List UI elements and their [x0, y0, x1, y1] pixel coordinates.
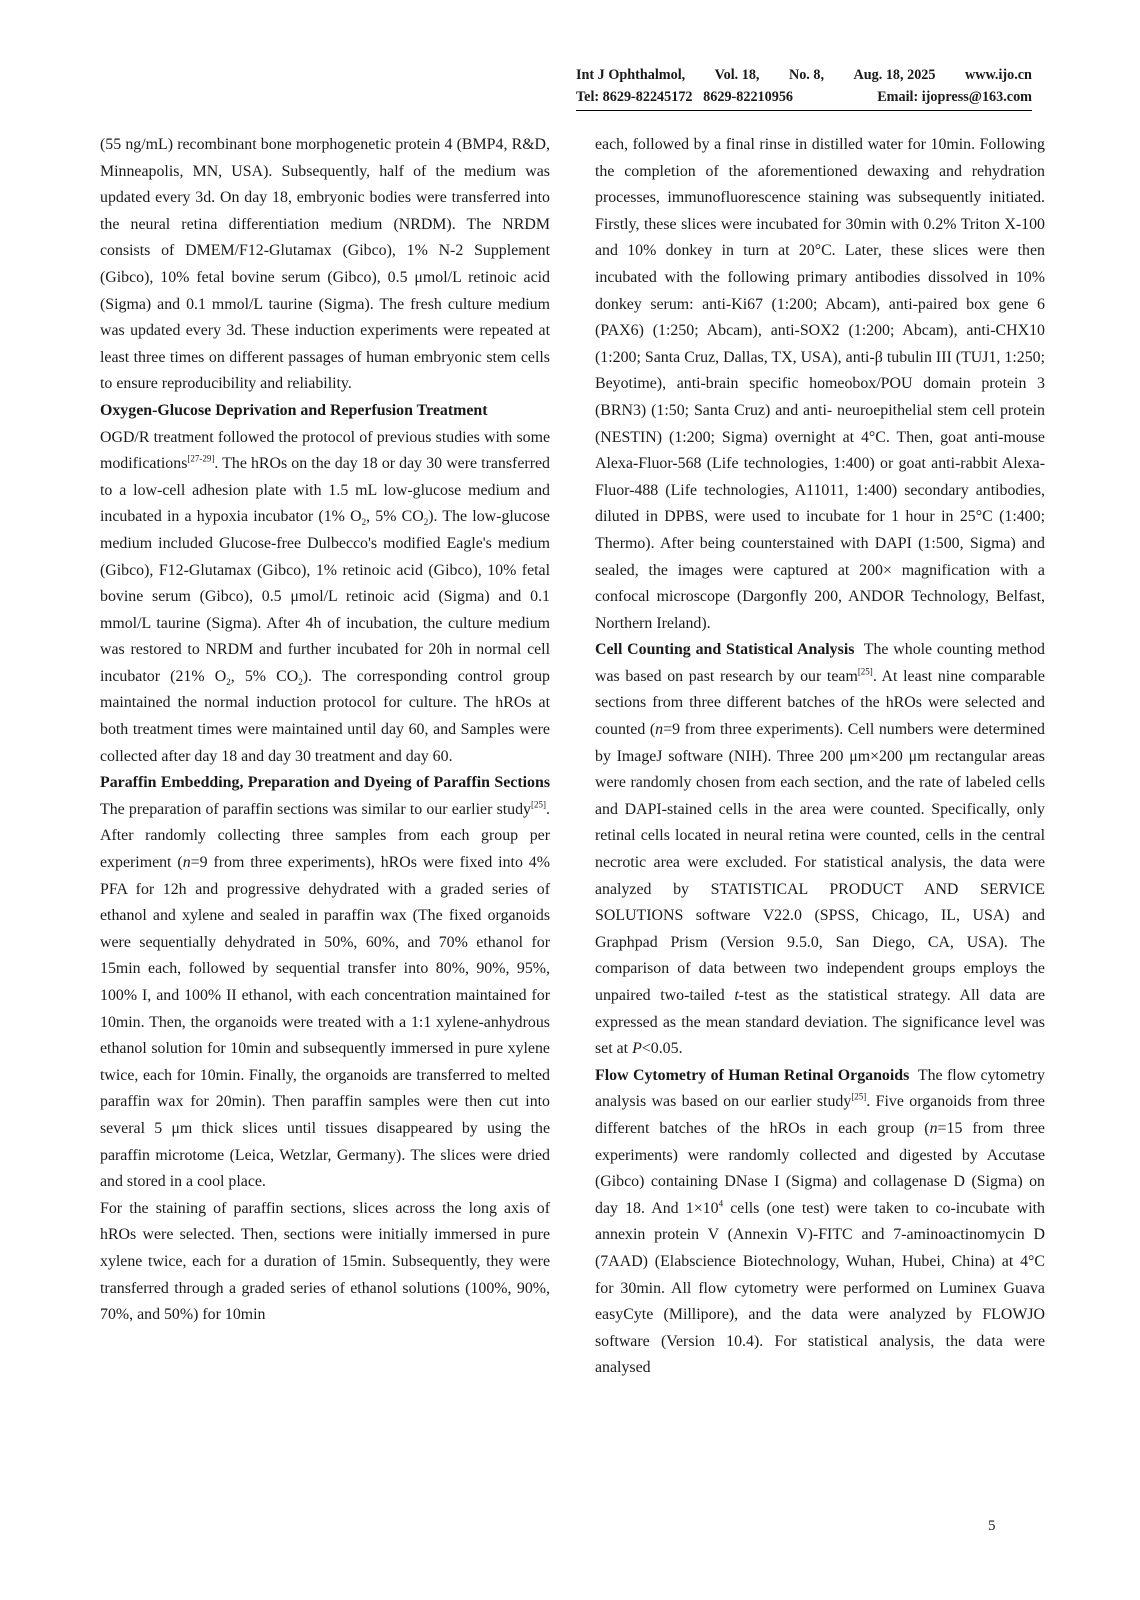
- paragraph-text: The preparation of paraffin sections was similar to our earlier study: [100, 774, 558, 818]
- paragraph-text: -test as the statistical strategy. All data are expressed as the mean standard deviation. The significance level was set at: [595, 987, 1045, 1058]
- paragraph-text: . After randomly collecting three samples from each group per experiment (: [100, 800, 550, 872]
- journal-header-line-1: [576, 64, 1032, 86]
- subscript: 2: [423, 517, 429, 528]
- paragraph-text: . Five organoids from three different batches of the hROs in each group (: [595, 1093, 1045, 1137]
- section-flow-cytometry: [595, 1063, 1049, 1382]
- journal-tel: Tel: 8629-82245172 8629-82210956: [576, 89, 794, 105]
- journal-website: www.ijo.cn: [964, 67, 1032, 83]
- paragraph-text: OGD/R treatment followed the protocol of previous studies with some modifications: [100, 428, 550, 473]
- left-column: [100, 132, 558, 1382]
- paragraph-text: =15 from three experiments) were randomly collected and digested by Accutase (Gibco) containing DNase I (Sigma) and collagenase D (Sigma) on day 18. And 1×10: [595, 1119, 1045, 1217]
- citation: [25]: [857, 666, 873, 677]
- paragraph-text: cells (one test) were taken to co-incubate with annexin protein V (Annexin V)-FITC and 7-aminoactinomycin D (7AAD) (Elabscience Biotechnology, Wuhan, Hubei, China) at 4°C for 30min. All flow cytometry were performed on Luminex Guava easyCyte (Millipore), and the data were analyzed by FLOWJO software (Version 10.4). For statistical analysis, the data were analysed: [595, 1199, 1046, 1377]
- body-columns: [100, 132, 1049, 1382]
- paragraph: (55 ng/mL) recombinant bone morphogenetic protein 4 (BMP4, R&D, Minneapolis, MN, USA). Subsequently, half of the medium was updated every 3d. On day 18, embryonic bodies were transferred into the neural retina differentiation medium (NRDM). The NRDM consists of DMEM/F12-Glutamax (Gibco), 1% N-2 Supplement (Gibco), 10% fetal bovine serum (Gibco), 0.5 μmol/L retinoic acid (Sigma) and 0.1 mmol/L taurine (Sigma). The fresh culture medium was updated every 3d. These induction experiments were repeated at least three times on different passages of human embryonic stem cells to ensure reproducibility and reliability.: [100, 136, 550, 393]
- paragraph: For the staining of paraffin sections, slices across the long axis of hROs were selected. Then, sections were initially immersed in pure xylene twice, each for a duration of 15min. Subsequently, they were transferred through a graded series of ethanol solutions (100%, 90%, 70%, and 50%) for 10min: [100, 1199, 550, 1324]
- journal-header-line-2: [576, 86, 1032, 108]
- citation: [25]: [851, 1092, 867, 1103]
- section-heading: Paraffin Embedding, Preparation and Dyeing of Paraffin Sections: [100, 774, 550, 792]
- paragraph-text: , 5% CO: [366, 508, 424, 526]
- journal-header: [576, 64, 1032, 111]
- paragraph-text: . The hROs on the day 18 or day 30 were transferred to a low-cell adhesion plate with 1.5 mL low-glucose medium and incubated in a hypoxia incubator (1% O: [100, 455, 550, 526]
- citation: [25]: [531, 799, 547, 810]
- italic-variable: t: [734, 987, 739, 1004]
- right-column: [595, 132, 1049, 1382]
- paragraph-text: <0.05.: [641, 1040, 683, 1058]
- italic-variable: P: [632, 1040, 642, 1058]
- italic-variable: n: [182, 854, 191, 872]
- paragraph-text: ). The corresponding control group maintained the normal induction protocol for culture. The hROs at both treatment times were maintained until day 60, and Samples were collected after day 18 and day 30 treatment and day 60.: [100, 667, 550, 765]
- paragraph-text: =9 from three experiments), hROs were fixed into 4% PFA for 12h and progressive dehydrated with a graded series of ethanol and xylene and sealed in paraffin wax (The fixed organoids were sequentially dehydrated in 50%, 60%, and 70% ethanol for 15min each, followed by sequential transfer into 80%, 90%, 95%, 100% I, and 100% II ethanol, with each concentration maintained for 10min. Then, the organoids were treated with a 1:1 xylene-anhydrous ethanol solution for 10min and subsequently immersed in pure xylene twice, each for 10min. Finally, the organoids are transferred to melted paraffin wax for 20min). Then paraffin samples were then cut into several 5 μm thick slices until tissues disappeared by using the paraffin microtome (Leica, Wetzlar, Germany). The slices were dried and stored in a cool place.: [100, 854, 550, 1191]
- italic-variable: n: [655, 721, 664, 739]
- subscript: 2: [226, 677, 231, 688]
- journal-name: Int J Ophthalmol,: [576, 67, 686, 83]
- subscript: 2: [361, 517, 367, 528]
- paragraph-text: =9 from three experiments). Cell numbers were determined by ImageJ software (NIH). Three 200 μm×200 μm rectangular areas were randomly chosen from each section, and the rate of labeled cells and DAPI-stained cells in the area were counted. Specifically, only retinal cells located in neural retina were counted, cells in the central necrotic area were excluded. For statistical analysis, the data were analyzed by STATISTICAL PRODUCT AND SERVICE SOLUTIONS software V22.0 (SPSS, Chicago, IL, USA) and Graphpad Prism (Version 9.5.0, San Diego, CA, USA). The comparison of data between two independent groups employs the unpaired two-tailed: [595, 721, 1045, 1004]
- paragraph-text: , 5% CO: [230, 667, 299, 685]
- italic-variable: n: [929, 1119, 938, 1137]
- section-paraffin: [100, 770, 558, 1196]
- section-heading: Oxygen-Glucose Deprivation and Reperfusion Treatment: [100, 401, 488, 419]
- superscript: 4: [718, 1198, 724, 1209]
- paragraph-text: The flow cytometry analysis was based on our earlier study: [595, 1066, 1049, 1111]
- citation: [27-29]: [187, 453, 215, 464]
- journal-date: Aug. 18, 2025: [853, 67, 936, 83]
- journal-issue: No. 8,: [788, 67, 825, 83]
- paragraph-text: ). The low-glucose medium included Glucose-free Dulbecco's modified Eagle's medium (Gibco), F12-Glutamax (Gibco), 1% retinoic acid (Gibco), 10% fetal bovine serum (Gibco), 0.5 μmol/L retinoic acid (Sigma) and 0.1 mmol/L taurine (Sigma). After 4h of incubation, the culture medium was restored to NRDM and further incubated for 20h in normal cell incubator (21% O: [100, 508, 550, 685]
- section-heading: Cell Counting and Statistical Analysis: [595, 641, 855, 659]
- subscript: 2: [298, 677, 303, 688]
- paragraph-text: The whole counting method was based on past research by our team: [595, 641, 1049, 685]
- journal-email: Email: ijopress@163.com: [877, 89, 1032, 105]
- paragraph-text: . At least nine comparable sections from three different batches of the hROs were selected and counted (: [595, 667, 1045, 739]
- section-cell-counting: [595, 637, 1049, 1063]
- paragraph: each, followed by a final rinse in distilled water for 10min. Following the completion of the aforementioned dewaxing and rehydration processes, immunofluorescence staining was subsequently initiated. Firstly, these slices were incubated for 30min with 0.2% Triton X-100 and 10% donkey in turn at 20°C. Later, these slices were then incubated with the following primary antibodies dissolved in 10% donkey serum: anti-Ki67 (1:200; Abcam), anti-paired box gene 6 (PAX6) (1:250; Abcam), anti-SOX2 (1:200; Abcam), anti-CHX10 (1:200; Santa Cruz, Dallas, TX, USA), anti-β tubulin III (TUJ1, 1:250; Beyotime), anti-brain specific homeobox/POU domain protein 3 (BRN3) (1:50; Santa Cruz) and anti- neuroepithelial stem cell protein (NESTIN) (1:200; Sigma) overnight at 4°C. Then, goat anti-mouse Alexa-Fluor-568 (Life technologies, 1:400) or goat anti-rabbit Alexa-Fluor-488 (Life technologies, A11011, 1:400) secondary antibodies, diluted in DPBS, were used to incubate for 1 hour in 25°C (1:400; Thermo). After being counterstained with DAPI (1:500, Sigma) and sealed, the images were captured at 200× magnification with a confocal microscope (Dargonfly 200, ANDOR Technology, Belfast, Northern Ireland).: [595, 136, 1045, 632]
- section-oxygen-glucose: [100, 398, 550, 770]
- section-heading: Flow Cytometry of Human Retinal Organoids: [595, 1066, 910, 1084]
- journal-volume: Vol. 18,: [714, 67, 760, 83]
- page-number: 5: [988, 1518, 996, 1534]
